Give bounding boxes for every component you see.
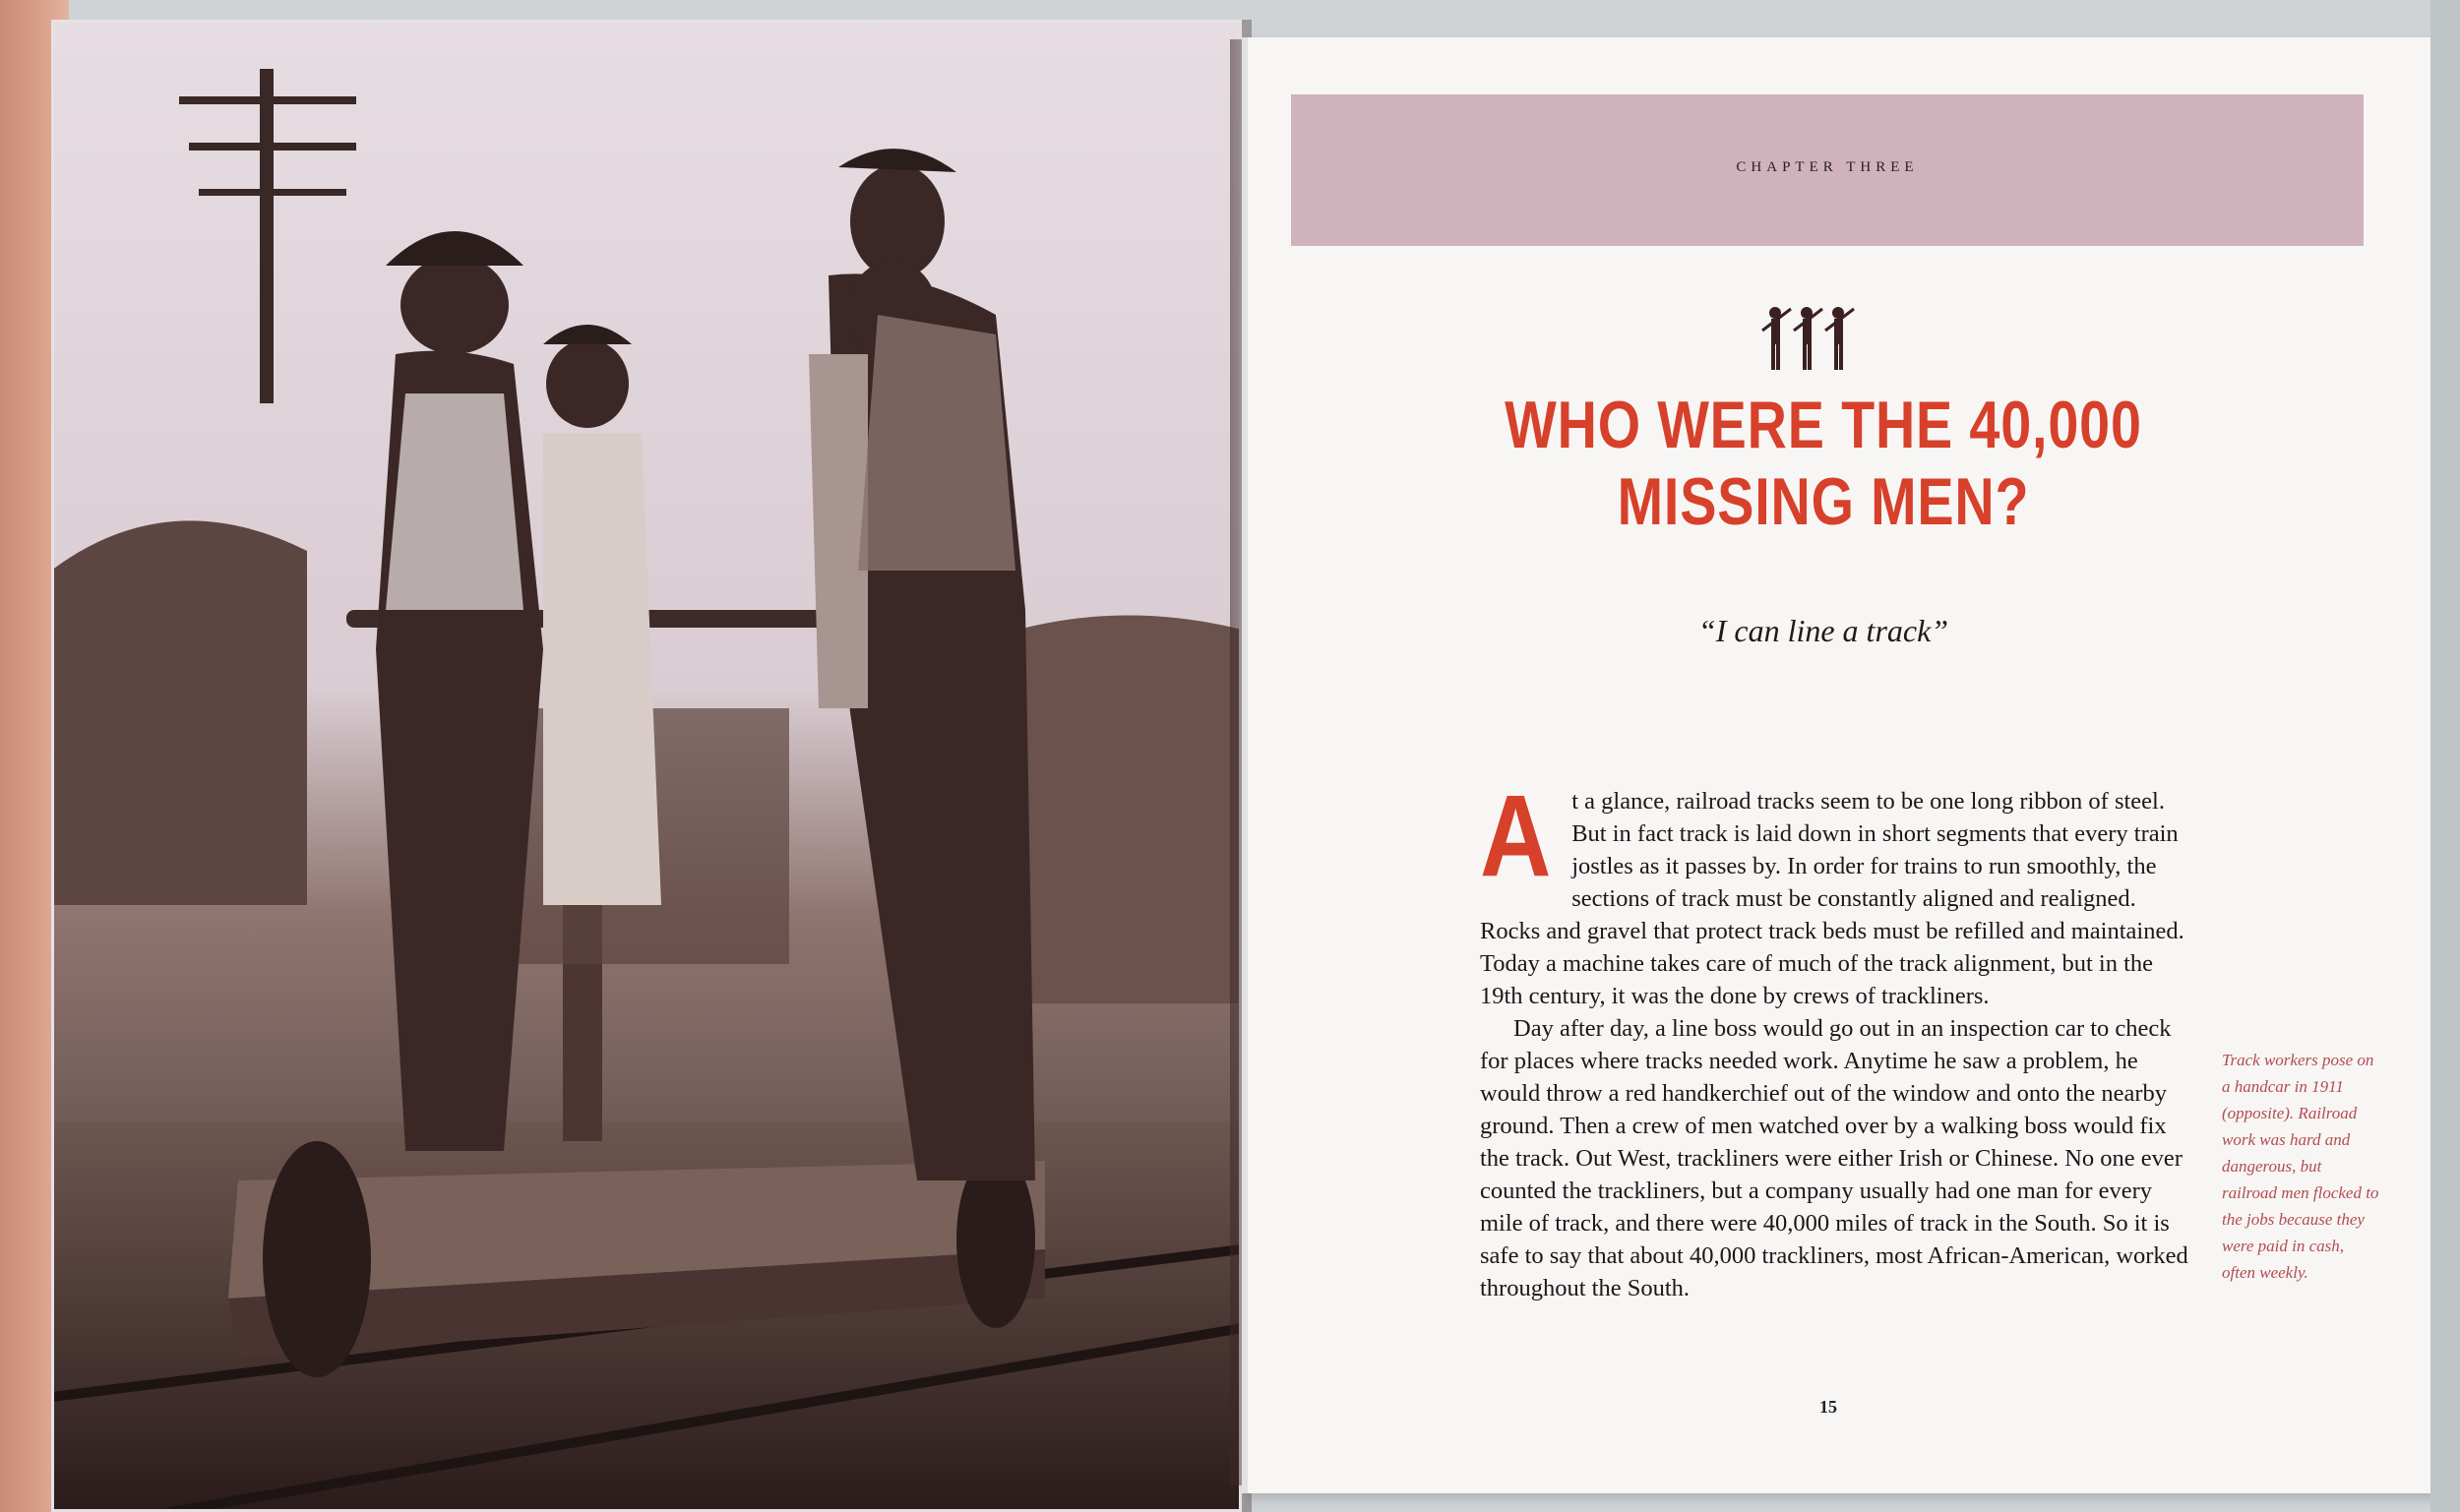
chapter-subtitle: “I can line a track” — [1697, 613, 1949, 648]
paragraph-1 — [1480, 771, 2188, 1012]
table-surface — [2430, 0, 2460, 1512]
workers-figures-icon — [1757, 301, 1856, 380]
handcar-photograph — [51, 20, 1242, 1512]
paragraph-2: Day after day, a line boss would go out in an inspection car to check for places where tracks needed work. Anytime he saw a problem, he would throw a red handkerchief out of the window and onto the nearby ground. Then a crew of men watched over by a walking boss would fix the track. Out West, trackliners were either Irish or Chinese. No one ever counted the trackliners, but a company usually had one man for every mile of track, and there were 40,000 miles of track in the South. So it is safe to say that about 40,000 trackliners, most African-American, worked throughout the South. — [1480, 1015, 2188, 1301]
body-text — [1480, 771, 2188, 1304]
chapter-headline — [1416, 387, 2231, 540]
page-number: 15 — [1819, 1397, 1837, 1417]
chapter-banner — [1291, 94, 2364, 246]
headline-line-2: MISSING MEN? — [1617, 464, 2030, 539]
drop-cap: A — [1480, 771, 1552, 901]
photo-caption-sidebar: Track workers pose on a handcar in 1911 (opposite). Railroad work was hard and dangerous, but railroad men flocked to the jobs because they were paid in cash, often weekly. — [2222, 1051, 2379, 1282]
chapter-label: CHAPTER THREE — [1736, 159, 1919, 175]
headline-line-1: WHO WERE THE 40,000 — [1505, 388, 2142, 462]
paragraph-1-text: t a glance, railroad tracks seem to be one long ribbon of steel. But in fact track is laid down in short segments that every train jostles as it passes by. In order for trains to run smoothly, the sections of track must be constantly aligned and realigned. Rocks and gravel that protect track beds must be refilled and maintained. Today a machine takes care of much of the track alignment, but in the 19th century, it was the done by crews of trackliners. — [1480, 788, 2184, 1009]
right-page — [1242, 37, 2456, 1493]
